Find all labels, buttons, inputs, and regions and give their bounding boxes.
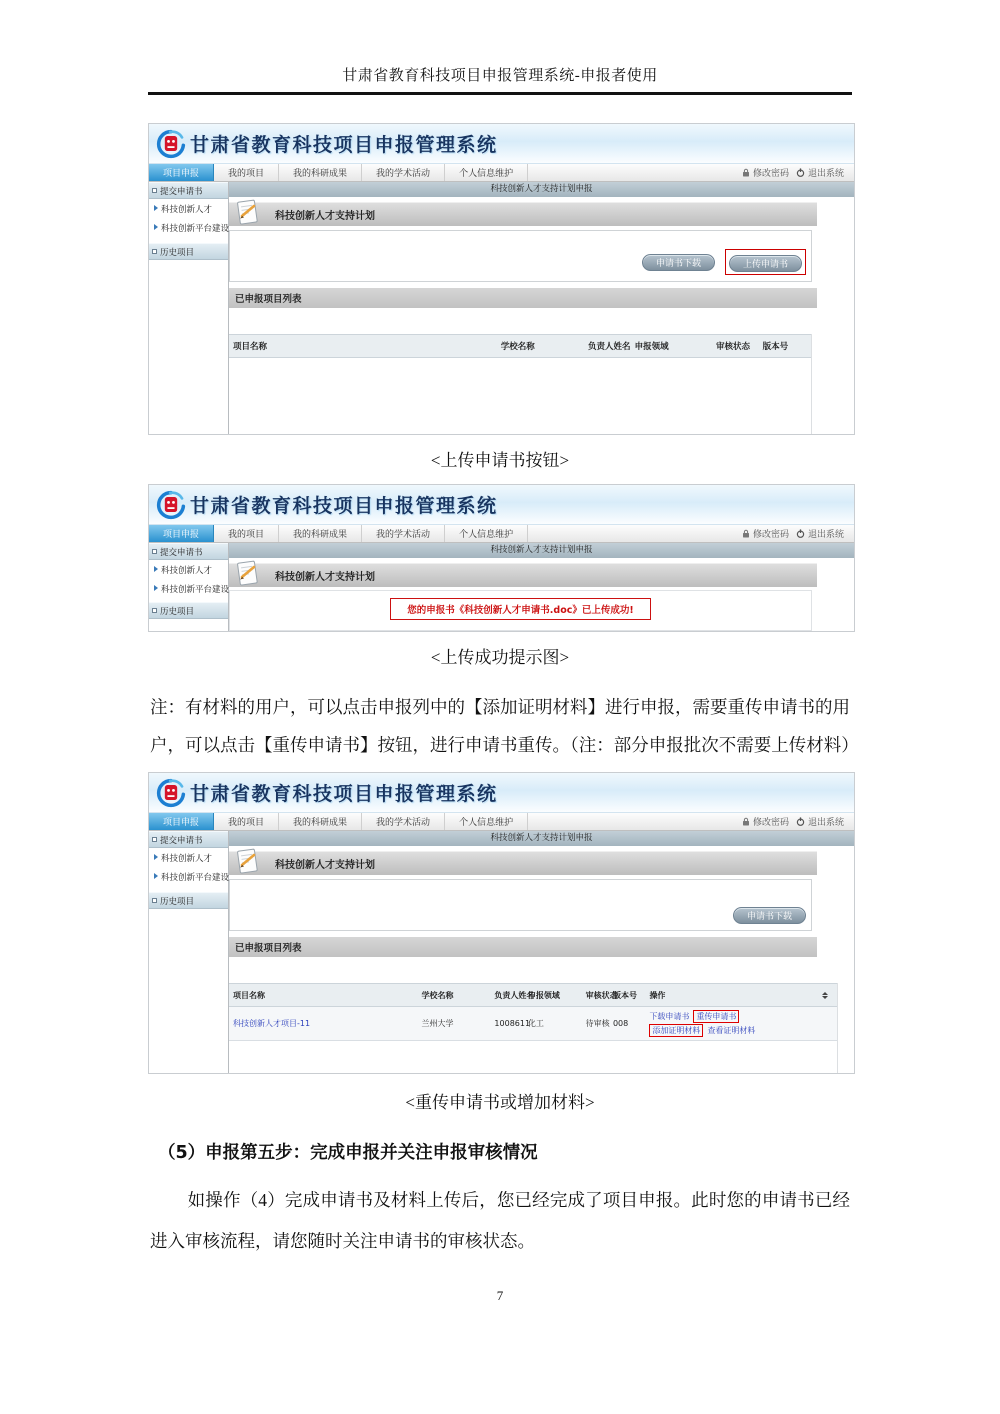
col-school: 学校名称 xyxy=(421,990,454,1000)
sidebar-header-submit: 提交申请书 xyxy=(149,831,228,848)
submitted-list-header: 已申报项目列表 xyxy=(229,937,817,957)
submitted-list-header: 已申报项目列表 xyxy=(229,288,817,308)
lock-icon xyxy=(742,168,750,177)
user-actions xyxy=(742,525,854,542)
tab-personal-info[interactable]: 个人信息维护 xyxy=(445,525,528,542)
page-banner: 科技创新人才支持计划申报 xyxy=(229,543,854,558)
table-header-row xyxy=(229,334,811,358)
square-bullet-icon xyxy=(152,608,157,613)
square-bullet-icon xyxy=(152,188,157,193)
plan-title-bar xyxy=(229,563,817,587)
screenshot-upload-button xyxy=(148,123,855,435)
tab-my-projects[interactable]: 我的项目 xyxy=(214,525,279,542)
screenshot-reupload-or-add-material xyxy=(148,772,855,1074)
cell-school: 兰州大学 xyxy=(421,1019,454,1029)
cell-leader: 1008611 xyxy=(494,1019,531,1029)
app-header xyxy=(149,773,854,813)
col-version: 版本号 xyxy=(762,342,789,352)
notepad-icon xyxy=(234,559,262,589)
power-icon xyxy=(796,817,805,826)
arrow-bullet-icon xyxy=(154,224,158,230)
add-material-link[interactable]: 添加证明材料 xyxy=(652,1026,701,1036)
app-title: 甘肃省教育科技项目申报管理系统 xyxy=(190,134,498,156)
project-name-link[interactable]: 科技创新人才项目-11 xyxy=(233,1019,311,1029)
upload-application-button[interactable]: 上传申请书 xyxy=(729,255,802,272)
section-heading: （5）申报第五步：完成申报并关注申报审核情况 xyxy=(158,1143,538,1164)
figure-caption-3: <重传申请书或增加材料> xyxy=(405,1093,595,1113)
reupload-application-link[interactable]: 重传申请书 xyxy=(696,1012,737,1022)
sidebar-header-history[interactable]: 历史项目 xyxy=(149,892,228,909)
tab-my-academic[interactable]: 我的学术活动 xyxy=(362,164,445,181)
square-bullet-icon xyxy=(152,249,157,254)
sidebar-item-innovation-talent[interactable]: 科技创新人才 xyxy=(149,199,228,218)
sidebar-item-innovation-talent[interactable]: 科技创新人才 xyxy=(149,848,228,867)
sidebar-item-innovation-platform[interactable]: 科技创新平台建设 xyxy=(149,218,228,237)
tab-personal-info[interactable]: 个人信息维护 xyxy=(445,164,528,181)
col-leader: 负责人姓名 xyxy=(588,342,631,352)
arrow-bullet-icon xyxy=(154,854,158,860)
sidebar xyxy=(149,182,229,434)
col-project-name: 项目名称 xyxy=(233,342,268,352)
square-bullet-icon xyxy=(152,549,157,554)
tab-my-projects[interactable]: 我的项目 xyxy=(214,813,279,830)
col-version: 版本号 xyxy=(612,990,637,1000)
sidebar-item-innovation-platform[interactable]: 科技创新平台建设 xyxy=(149,867,228,886)
sidebar-item-innovation-talent[interactable]: 科技创新人才 xyxy=(149,560,228,579)
sidebar xyxy=(149,543,229,631)
app-header xyxy=(149,485,854,525)
cell-version: 008 xyxy=(612,1019,629,1029)
change-password-link[interactable]: 修改密码 xyxy=(752,530,789,540)
sidebar-header-history[interactable]: 历史项目 xyxy=(149,602,228,619)
col-school: 学校名称 xyxy=(500,342,535,352)
logout-link[interactable]: 退出系统 xyxy=(807,169,844,179)
page-banner: 科技创新人才支持计划申报 xyxy=(229,182,854,197)
logout-link[interactable]: 退出系统 xyxy=(807,530,844,540)
col-operations: 操作 xyxy=(649,990,666,1000)
tab-my-research[interactable]: 我的科研成果 xyxy=(279,164,362,181)
table-header-row xyxy=(229,983,837,1007)
screenshot-upload-success xyxy=(148,484,855,632)
download-application-button[interactable]: 申请书下载 xyxy=(642,254,715,271)
table-row xyxy=(229,1007,837,1041)
header-rule xyxy=(148,92,852,95)
arrow-bullet-icon xyxy=(154,873,158,879)
plan-title: 科技创新人才支持计划 xyxy=(275,860,375,872)
action-panel xyxy=(229,879,812,931)
col-project-name: 项目名称 xyxy=(233,990,265,1000)
main-content xyxy=(229,831,854,1073)
arrow-bullet-icon xyxy=(154,566,158,572)
highlight-box xyxy=(649,1024,703,1037)
sidebar xyxy=(149,831,229,1073)
doc-header-title: 甘肃省教育科技项目申报管理系统-申报者使用 xyxy=(342,68,658,84)
notepad-icon xyxy=(234,847,262,877)
view-material-link[interactable]: 查看证明材料 xyxy=(707,1026,756,1036)
arrow-bullet-icon xyxy=(154,205,158,211)
col-field: 申报领域 xyxy=(527,990,560,1000)
action-panel xyxy=(229,230,812,282)
download-application-button[interactable]: 申请书下载 xyxy=(733,907,806,924)
cell-status: 待审核 xyxy=(585,1019,610,1029)
nav-bar xyxy=(149,525,854,543)
tab-project-apply[interactable]: 项目申报 xyxy=(149,164,214,181)
page-number: 7 xyxy=(496,1288,504,1303)
plan-title-bar xyxy=(229,851,817,875)
change-password-link[interactable]: 修改密码 xyxy=(752,818,789,829)
main-content xyxy=(229,543,854,631)
message-area xyxy=(229,590,812,631)
col-leader: 负责人姓名 xyxy=(494,990,535,1000)
notepad-icon xyxy=(234,198,262,228)
note-paragraph: 注：有材料的用户，可以点击申报列中的【添加证明材料】进行申报，需要重传申请书的用户，可以点击【重传申请书】按钮，进行申请书重传。（注：部分申报批次不需要上传材料） xyxy=(150,697,859,756)
sort-icon[interactable] xyxy=(818,992,828,999)
tab-project-apply[interactable]: 项目申报 xyxy=(149,525,214,542)
tab-personal-info[interactable]: 个人信息维护 xyxy=(445,813,528,830)
section-body: 如操作（4）完成申请书及材料上传后，您已经完成了项目申报。此时您的申请书已经进入审核流程，请您随时关注申请书的审核状态。 xyxy=(150,1190,850,1251)
power-icon xyxy=(796,168,805,177)
figure-caption-1: <上传申请书按钮> xyxy=(430,451,570,470)
nav-bar xyxy=(149,813,854,831)
app-logo-icon xyxy=(156,778,186,808)
col-field: 申报领域 xyxy=(634,342,669,352)
change-password-link[interactable]: 修改密码 xyxy=(752,169,789,179)
tab-my-academic[interactable]: 我的学术活动 xyxy=(362,813,445,830)
page-banner: 科技创新人才支持计划申报 xyxy=(229,831,854,846)
square-bullet-icon xyxy=(152,837,157,842)
logout-link[interactable]: 退出系统 xyxy=(807,818,844,829)
tab-my-projects[interactable]: 我的项目 xyxy=(214,164,279,181)
app-logo-icon xyxy=(156,129,186,159)
plan-title-bar xyxy=(229,202,817,226)
highlight-box xyxy=(693,1010,739,1023)
arrow-bullet-icon xyxy=(154,585,158,591)
figure-caption-2: <上传成功提示图> xyxy=(430,648,570,667)
col-status: 审核状态 xyxy=(716,342,751,352)
square-bullet-icon xyxy=(152,898,157,903)
sidebar-header-history[interactable]: 历史项目 xyxy=(149,243,228,260)
app-title: 甘肃省教育科技项目申报管理系统 xyxy=(190,783,498,806)
lock-icon xyxy=(742,529,750,538)
user-actions xyxy=(742,164,854,181)
app-header xyxy=(149,124,854,164)
nav-bar xyxy=(149,164,854,182)
cell-field: 化工 xyxy=(527,1019,544,1029)
power-icon xyxy=(796,529,805,538)
download-application-link[interactable]: 下载申请书 xyxy=(649,1012,690,1022)
col-status: 审核状态 xyxy=(585,990,618,1000)
sidebar-header-submit: 提交申请书 xyxy=(149,543,228,560)
tab-my-academic[interactable]: 我的学术活动 xyxy=(362,525,445,542)
plan-title: 科技创新人才支持计划 xyxy=(275,211,375,222)
app-logo-icon xyxy=(156,490,186,520)
app-title: 甘肃省教育科技项目申报管理系统 xyxy=(190,495,498,517)
sidebar-header-submit: 提交申请书 xyxy=(149,182,228,199)
cell-operations xyxy=(645,1009,840,1038)
highlight-box xyxy=(725,249,806,275)
tab-my-research[interactable]: 我的科研成果 xyxy=(279,525,362,542)
main-content xyxy=(229,182,854,434)
lock-icon xyxy=(742,817,750,826)
sidebar-item-innovation-platform[interactable]: 科技创新平台建设 xyxy=(149,579,228,598)
tab-project-apply[interactable]: 项目申报 xyxy=(149,813,214,830)
tab-my-research[interactable]: 我的科研成果 xyxy=(279,813,362,830)
plan-title: 科技创新人才支持计划 xyxy=(275,572,375,583)
upload-success-message: 您的申报书《科技创新人才申请书.doc》已上传成功! xyxy=(390,598,650,620)
user-actions xyxy=(742,813,854,830)
